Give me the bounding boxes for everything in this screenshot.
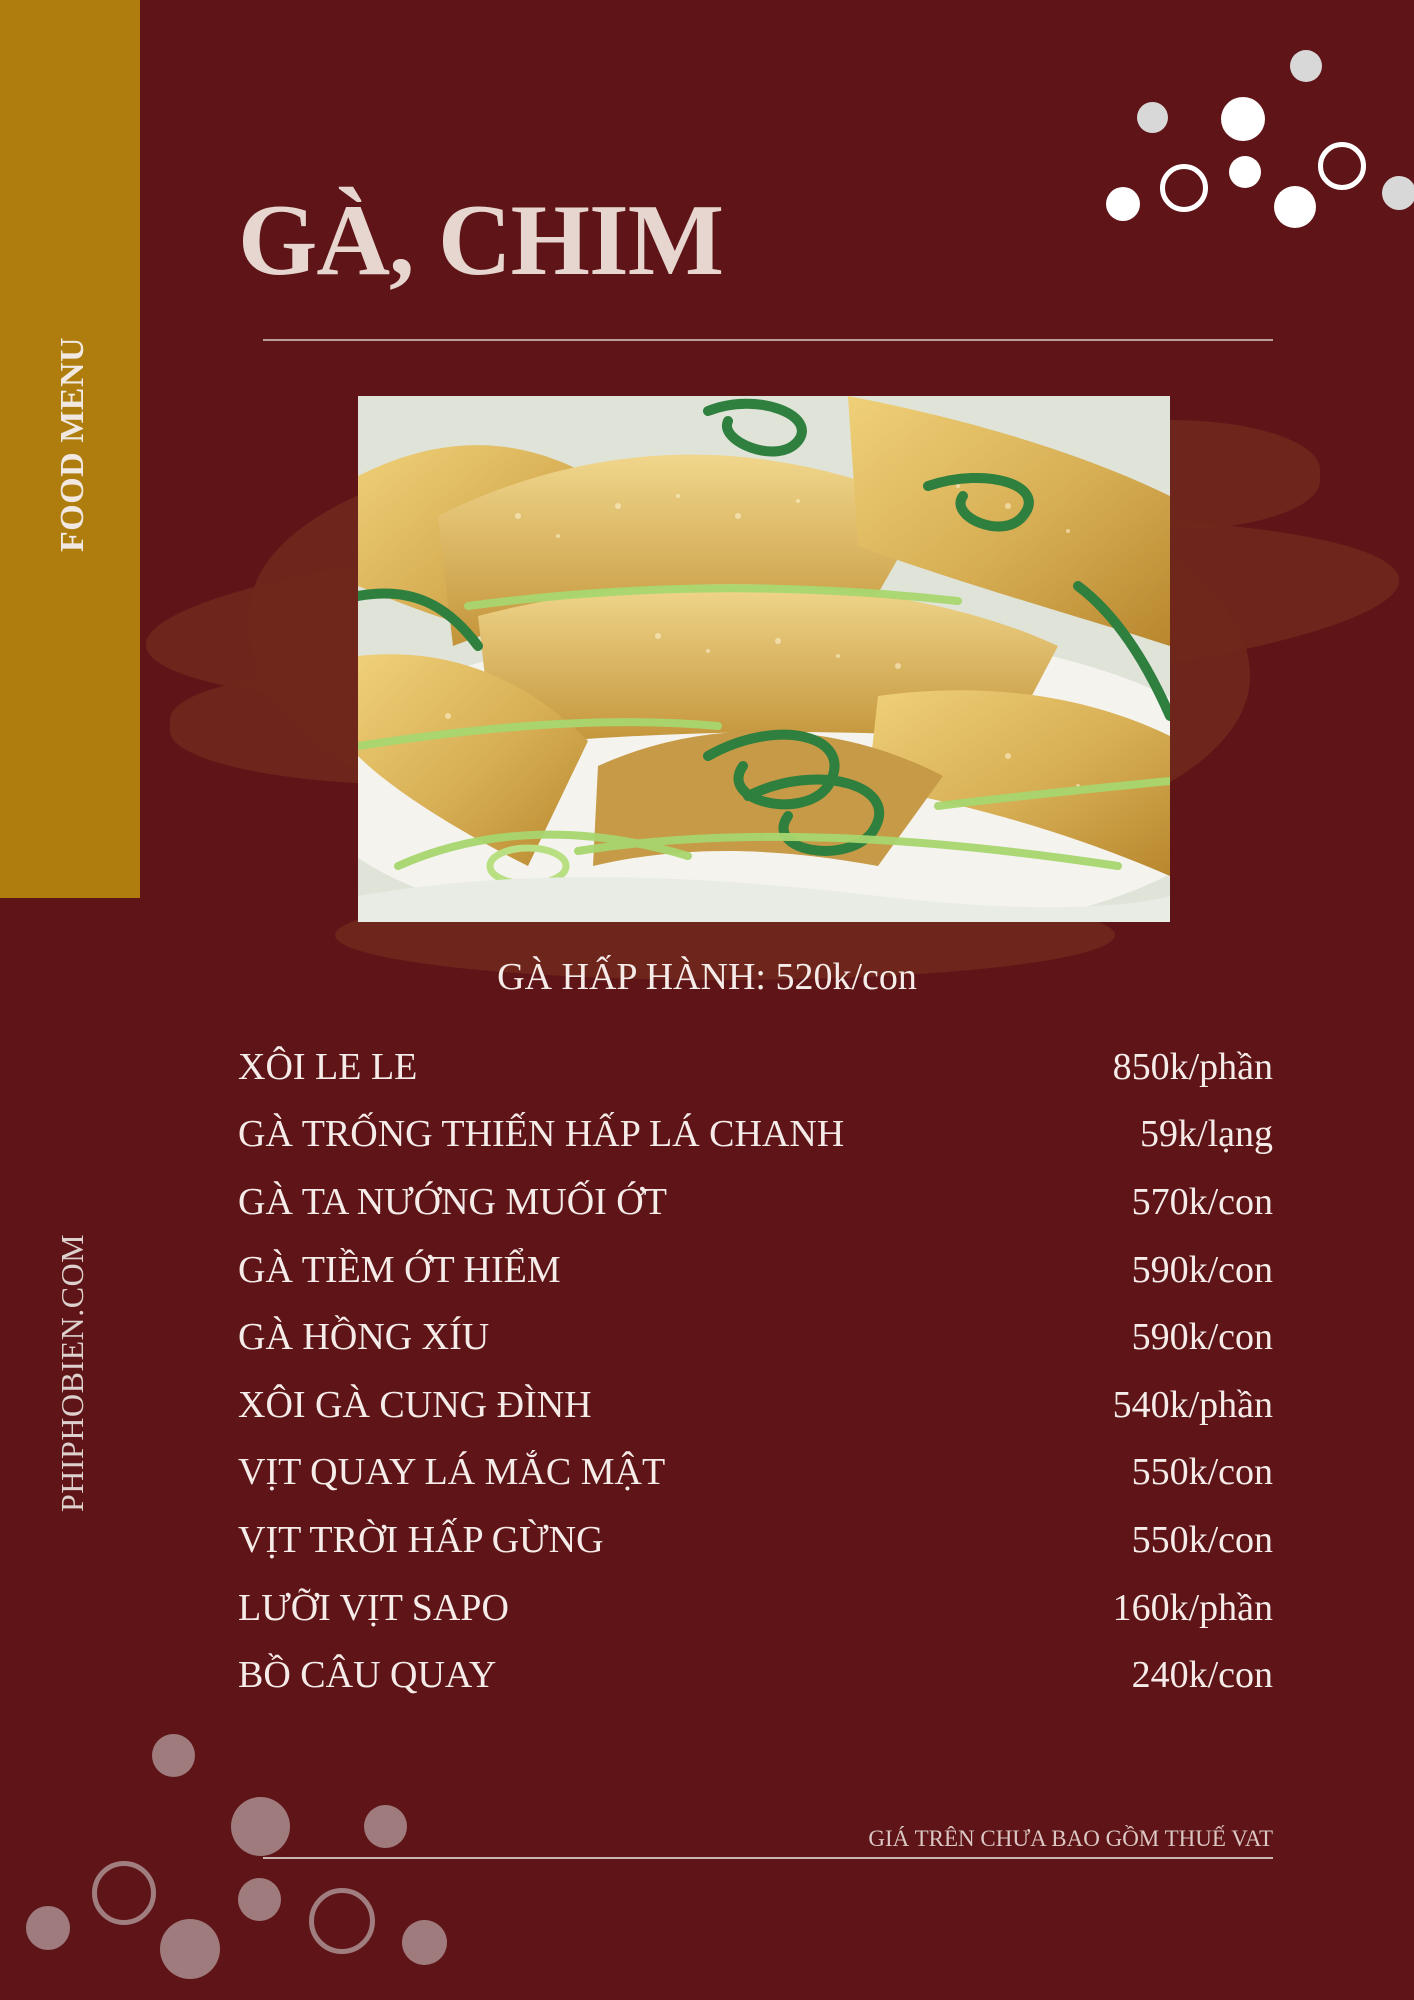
- decorative-circle-icon: [1221, 97, 1265, 141]
- menu-item: [238, 1236, 1273, 1304]
- decorative-circle-icon: [152, 1734, 195, 1777]
- menu-item-name: GÀ HỒNG XÍU: [238, 1316, 490, 1359]
- decorative-circle-icon: [231, 1797, 290, 1856]
- menu-item-price: 540k/phần: [1112, 1383, 1273, 1426]
- decorative-ring-icon: [309, 1888, 375, 1954]
- steamed-chicken-photo-icon: [358, 396, 1170, 922]
- menu-item-price: 590k/con: [1131, 1316, 1273, 1359]
- menu-item: [238, 1371, 1273, 1439]
- menu-item: [238, 1641, 1273, 1709]
- menu-item-name: GÀ TIỀM ỚT HIỂM: [238, 1248, 561, 1291]
- decorative-circle-icon: [160, 1919, 220, 1979]
- decorative-circle-icon: [1274, 186, 1316, 228]
- decorative-circle-icon: [1137, 102, 1168, 133]
- decorative-circle-icon: [364, 1805, 407, 1848]
- menu-item-name: BỒ CÂU QUAY: [238, 1654, 497, 1697]
- decorative-circle-icon: [26, 1906, 70, 1950]
- menu-item-price: 160k/phần: [1112, 1586, 1273, 1629]
- decorative-ring-icon: [1318, 142, 1366, 190]
- decorative-circle-icon: [1290, 50, 1322, 82]
- chicken-dish-illustration: [358, 396, 1170, 922]
- menu-item-price: 850k/phần: [1112, 1045, 1273, 1088]
- top-divider: [263, 339, 1273, 341]
- menu-item: [238, 1574, 1273, 1642]
- menu-item: [238, 1506, 1273, 1574]
- decorative-ring-icon: [92, 1861, 156, 1925]
- menu-item-price: 59k/lạng: [1140, 1113, 1273, 1156]
- menu-item-name: VỊT TRỜI HẤP GỪNG: [238, 1518, 604, 1561]
- vat-note: GIÁ TRÊN CHƯA BAO GỒM THUẾ VAT: [868, 1826, 1273, 1851]
- menu-item: [238, 1303, 1273, 1371]
- menu-item-price: 550k/con: [1131, 1451, 1273, 1494]
- menu-item: [238, 1101, 1273, 1169]
- menu-item-price: 550k/con: [1131, 1518, 1273, 1561]
- menu-item-name: XÔI GÀ CUNG ĐÌNH: [238, 1383, 592, 1426]
- decorative-circle-icon: [238, 1878, 281, 1921]
- menu-item-name: LƯỠI VỊT SAPO: [238, 1586, 509, 1629]
- menu-item-name: XÔI LE LE: [238, 1045, 418, 1088]
- decorative-circle-icon: [1382, 176, 1414, 210]
- website-label: PHIPHOBIEN.COM: [54, 1233, 90, 1512]
- menu-item: [238, 1033, 1273, 1101]
- menu-item-price: 240k/con: [1131, 1654, 1273, 1697]
- decorative-circle-icon: [1229, 156, 1261, 188]
- menu-item-name: GÀ TRỐNG THIẾN HẤP LÁ CHANH: [238, 1113, 845, 1156]
- page-title: GÀ, CHIM: [238, 184, 723, 297]
- featured-dish-price: GÀ HẤP HÀNH: 520k/con: [497, 956, 917, 998]
- menu-item-price: 570k/con: [1131, 1180, 1273, 1223]
- menu-item-price: 590k/con: [1131, 1248, 1273, 1291]
- menu-list: [238, 1033, 1273, 1709]
- menu-item-name: GÀ TA NƯỚNG MUỐI ỚT: [238, 1180, 667, 1223]
- decorative-ring-icon: [1160, 164, 1208, 212]
- menu-item-name: VỊT QUAY LÁ MẮC MẬT: [238, 1451, 666, 1494]
- bottom-divider: [263, 1857, 1273, 1859]
- decorative-circle-icon: [1106, 187, 1140, 221]
- food-menu-label: FOOD MENU: [54, 336, 91, 552]
- menu-item: [238, 1439, 1273, 1507]
- decorative-circle-icon: [402, 1920, 447, 1965]
- menu-item: [238, 1168, 1273, 1236]
